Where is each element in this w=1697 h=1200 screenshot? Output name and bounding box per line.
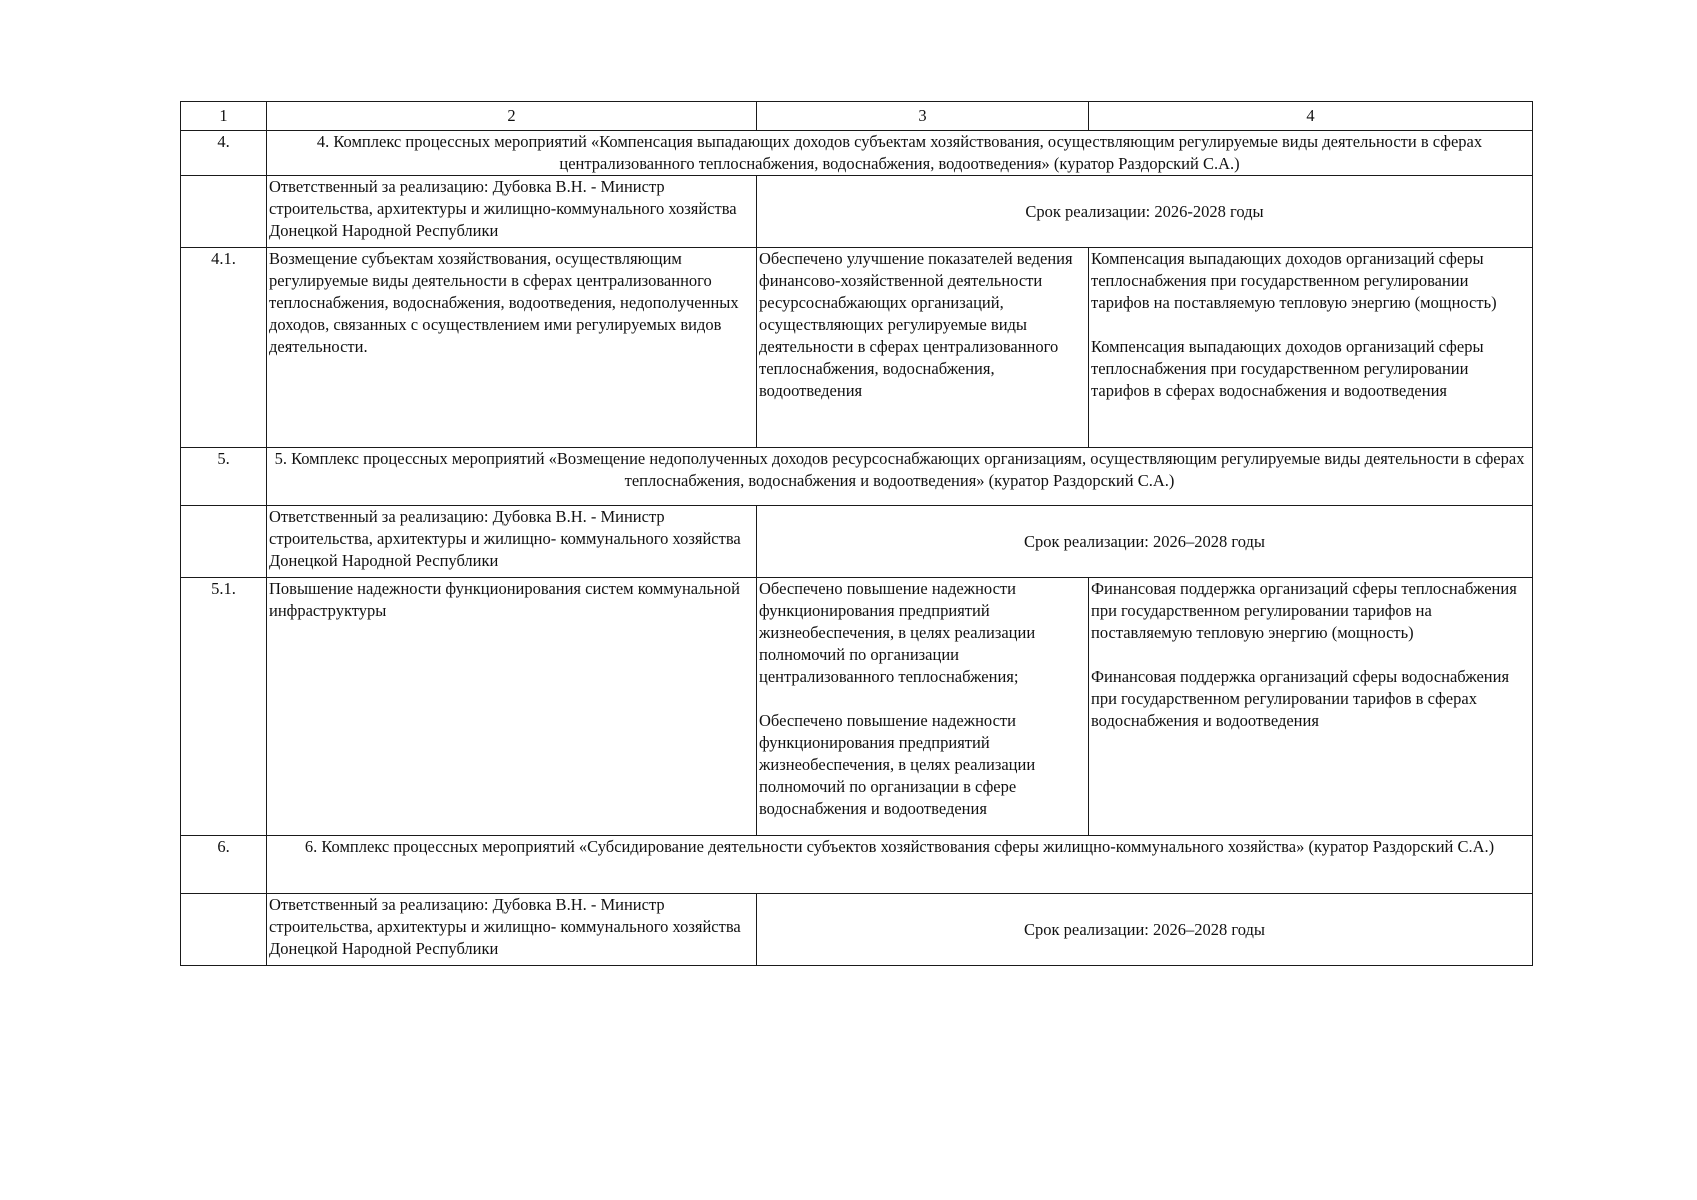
effect-text: Обеспечено повышение надежности функционирования предприятий жизнеобеспечения, в целях реализации полномочий по организации централизованного теплоснабжения;	[759, 579, 1036, 686]
item-task: Возмещение субъектам хозяйствования, осуществляющим регулируемые виды деятельности в сферах централизованного теплоснабжения, водоснабжения, водоотведения, недополученных доходов, связанных с осуществлением ими регулируемых видов деятельности.	[267, 248, 757, 448]
header-cell-3: 3	[757, 102, 1089, 131]
effect-text: Обеспечено повышение надежности функционирования предприятий жизнеобеспечения, в целях реализации полномочий по организации в сфере водоснабжения и водоотведения	[759, 711, 1036, 818]
empty-cell	[181, 506, 267, 578]
indicator-text: Финансовая поддержка организаций сферы теплоснабжения при государственном регулировании тарифов на поставляемую тепловую энергию (мощность)	[1091, 579, 1517, 642]
paragraph-gap	[1091, 644, 1530, 666]
implementation-term: Срок реализации: 2026-2028 годы	[757, 176, 1533, 248]
indicator-text: Финансовая поддержка организаций сферы водоснабжения при государственном регулировании тарифов в сферах водоснабжения и водоотведения	[1091, 667, 1510, 730]
header-cell-1: 1	[181, 102, 267, 131]
section-title: 6. Комплекс процессных мероприятий «Субсидирование деятельности субъектов хозяйствования сферы жилищно-коммунального хозяйства» (куратор Раздорский С.А.)	[267, 836, 1533, 894]
implementation-term: Срок реализации: 2026–2028 годы	[757, 506, 1533, 578]
paragraph-gap	[1091, 314, 1530, 336]
section-title-row	[181, 836, 1533, 894]
item-effects	[757, 578, 1089, 836]
item-number: 4.1.	[181, 248, 267, 448]
implementation-term: Срок реализации: 2026–2028 годы	[757, 894, 1533, 966]
section-title-row	[181, 448, 1533, 506]
indicator-text: Компенсация выпадающих доходов организаций сферы теплоснабжения при государственном регулировании тарифов в сферах водоснабжения и водоотведения	[1091, 337, 1484, 400]
header-cell-4: 4	[1089, 102, 1533, 131]
item-task: Повышение надежности функционирования систем коммунальной инфраструктуры	[267, 578, 757, 836]
table-row	[181, 248, 1533, 448]
section-title-row	[181, 131, 1533, 176]
responsible-person: Ответственный за реализацию: Дубовка В.Н. - Министр строительства, архитектуры и жилищно- коммунального хозяйства Донецкой Народной Республики	[267, 894, 757, 966]
indicator-text: Компенсация выпадающих доходов организаций сферы теплоснабжения при государственном регулировании тарифов на поставляемую тепловую энергию (мощность)	[1091, 249, 1497, 312]
header-cell-2: 2	[267, 102, 757, 131]
empty-cell	[181, 176, 267, 248]
empty-cell	[181, 894, 267, 966]
responsible-person: Ответственный за реализацию: Дубовка В.Н. - Министр строительства, архитектуры и жилищно- коммунального хозяйства Донецкой Народной Республики	[267, 506, 757, 578]
item-indicators	[1089, 578, 1533, 836]
item-number: 5.1.	[181, 578, 267, 836]
section-responsible-row	[181, 506, 1533, 578]
section-number: 4.	[181, 131, 267, 176]
item-indicators	[1089, 248, 1533, 448]
section-number: 6.	[181, 836, 267, 894]
measures-table	[180, 101, 1533, 966]
paragraph-gap	[759, 688, 1086, 710]
responsible-person: Ответственный за реализацию: Дубовка В.Н. - Министр строительства, архитектуры и жилищно-коммунального хозяйства Донецкой Народной Республики	[267, 176, 757, 248]
item-effects	[757, 248, 1089, 448]
section-title: 5. Комплекс процессных мероприятий «Возмещение недополученных доходов ресурсоснабжающих организациям, осуществляющим регулируемые виды деятельности в сферах теплоснабжения, водоснабжения и водоотведения» (куратор Раздорский С.А.)	[267, 448, 1533, 506]
section-responsible-row	[181, 176, 1533, 248]
table-header-row	[181, 102, 1533, 131]
section-responsible-row	[181, 894, 1533, 966]
effect-text: Обеспечено улучшение показателей ведения финансово-хозяйственной деятельности ресурсоснабжающих организаций, осуществляющих регулируемые виды деятельности в сферах централизованного теплоснабжения, водоснабжения, водоотведения	[759, 249, 1073, 400]
section-number: 5.	[181, 448, 267, 506]
table-row	[181, 578, 1533, 836]
section-title: 4. Комплекс процессных мероприятий «Компенсация выпадающих доходов субъектам хозяйствования, осуществляющим регулируемые виды деятельности в сферах централизованного теплоснабжения, водоснабжения, водоотведения» (куратор Раздорский С.А.)	[267, 131, 1533, 176]
